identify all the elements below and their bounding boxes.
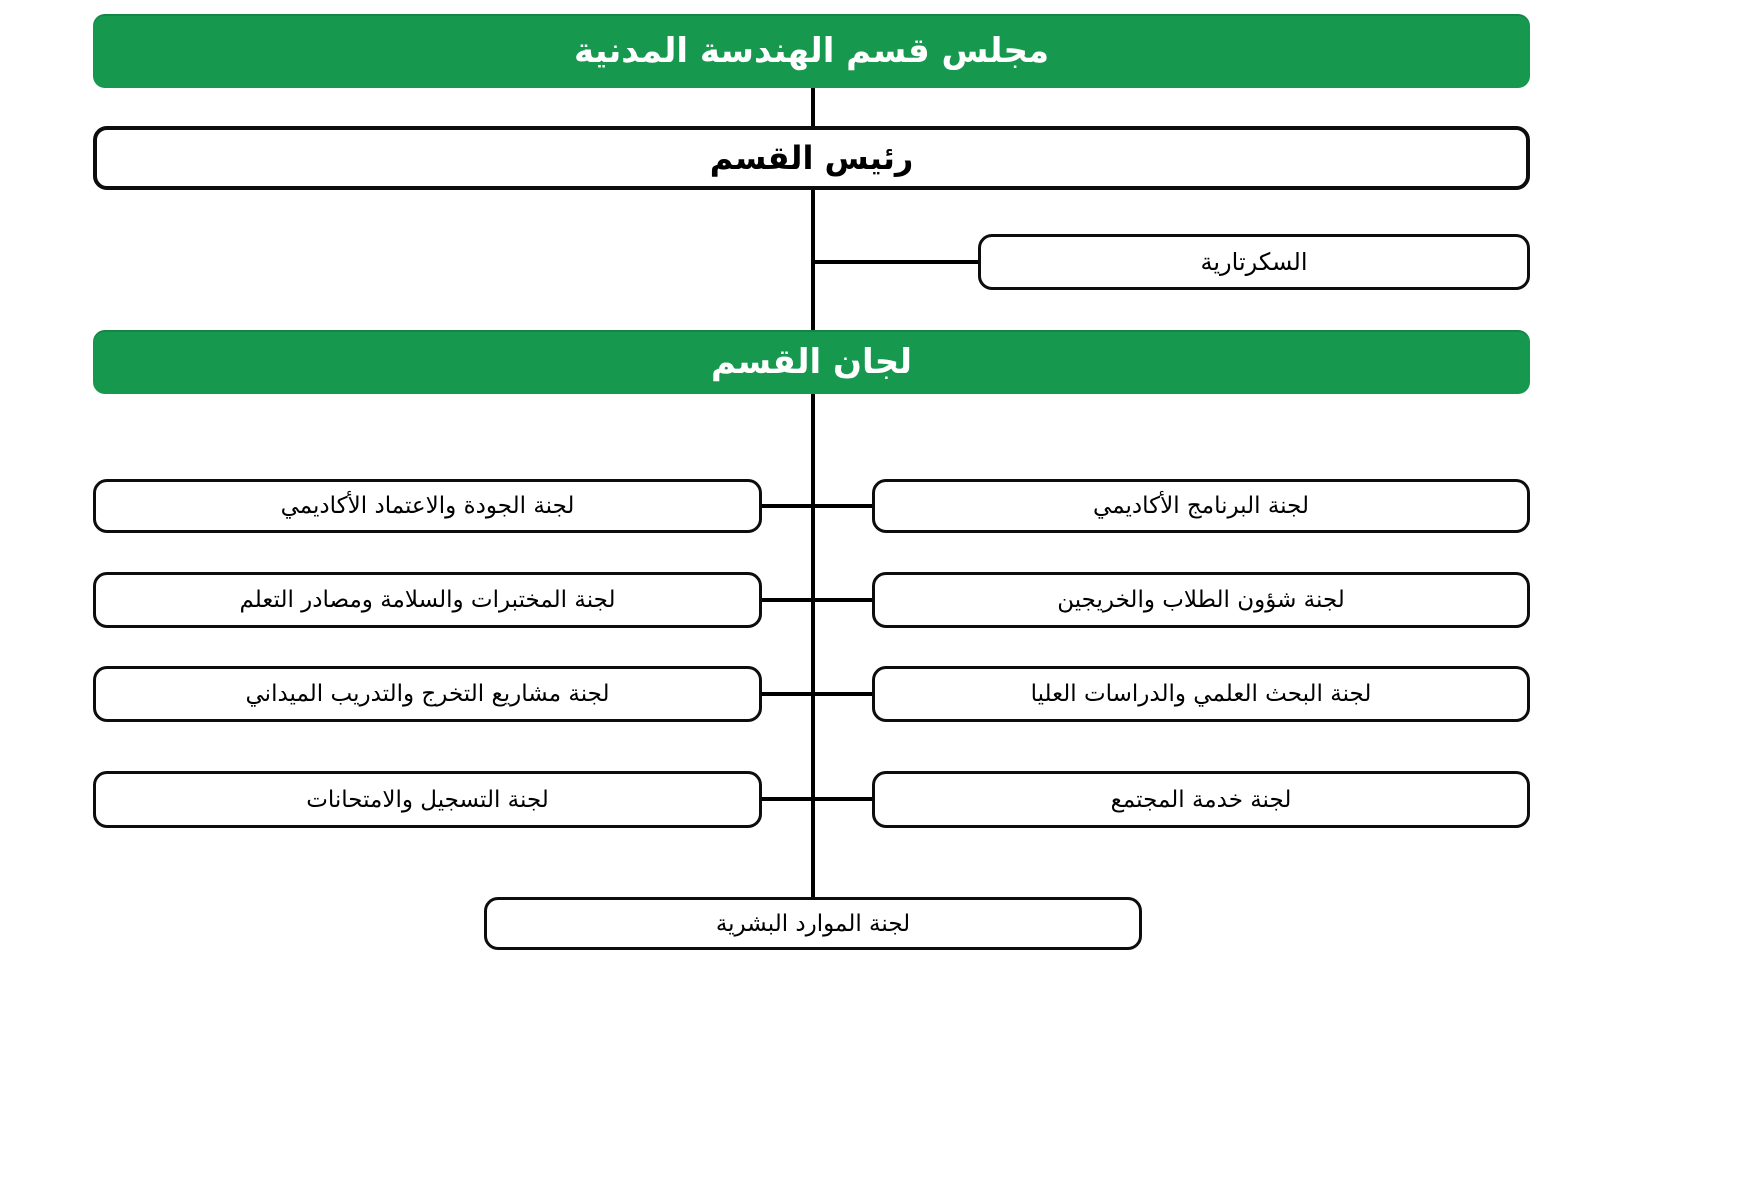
committees-banner-label: لجان القسم — [710, 342, 913, 382]
secretariat-label: السكرتارية — [1200, 248, 1308, 276]
connector-row-3 — [762, 692, 872, 696]
department-head-box — [93, 126, 1530, 190]
committee-label: لجنة البحث العلمي والدراسات العليا — [1030, 681, 1372, 707]
connector-council-to-head — [811, 88, 815, 126]
committee-label: لجنة مشاريع التخرج والتدريب الميداني — [245, 681, 610, 707]
committee-label: لجنة الموارد البشرية — [715, 910, 911, 937]
committees-banner — [93, 330, 1530, 394]
committee-box-graduation-projects-field-training — [93, 666, 762, 722]
committee-label: لجنة البرنامج الأكاديمي — [1093, 493, 1309, 519]
committee-box-labs-safety-learning-resources — [93, 572, 762, 628]
connector-committees-spine — [811, 394, 815, 897]
committee-label: لجنة شؤون الطلاب والخريجين — [1057, 587, 1345, 613]
connector-row-2 — [762, 598, 872, 602]
committee-box-human-resources — [484, 897, 1142, 950]
committee-label: لجنة المختبرات والسلامة ومصادر التعلم — [239, 587, 616, 613]
council-banner — [93, 14, 1530, 88]
committee-box-quality-accreditation — [93, 479, 762, 533]
connector-row-1 — [762, 504, 872, 508]
committee-box-research-graduate-studies — [872, 666, 1530, 722]
committee-box-community-service — [872, 771, 1530, 828]
committee-label: لجنة الجودة والاعتماد الأكاديمي — [280, 493, 575, 519]
committee-box-registration-examinations — [93, 771, 762, 828]
committee-box-students-alumni-affairs — [872, 572, 1530, 628]
department-head-label: رئيس القسم — [709, 139, 914, 177]
committee-label: لجنة التسجيل والامتحانات — [306, 786, 549, 813]
council-banner-label: مجلس قسم الهندسة المدنية — [573, 31, 1050, 71]
committee-box-academic-program — [872, 479, 1530, 533]
committee-label: لجنة خدمة المجتمع — [1110, 786, 1292, 813]
connector-secretariat — [813, 260, 978, 264]
secretariat-box — [978, 234, 1530, 290]
connector-row-4 — [762, 797, 872, 801]
